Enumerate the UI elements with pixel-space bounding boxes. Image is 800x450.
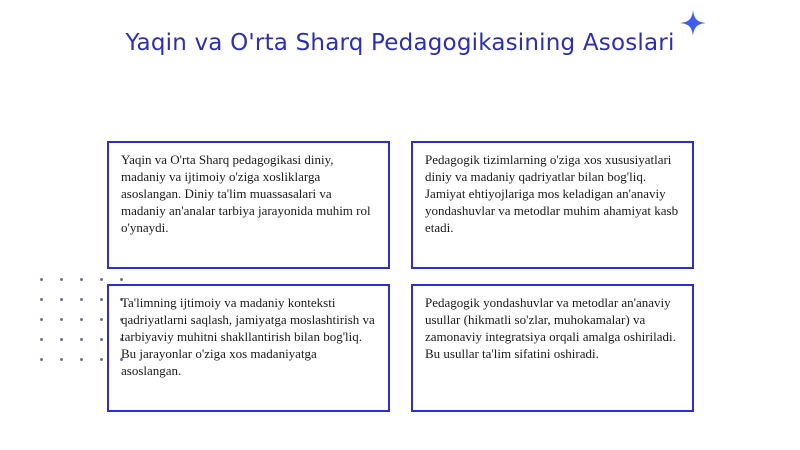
decorative-dot xyxy=(80,278,83,281)
decorative-dot xyxy=(60,358,63,361)
decorative-dot xyxy=(80,298,83,301)
info-card-text: Pedagogik yondashuvlar va metodlar an'anaviy usullar (hikmatli so'zlar, muhokamalar) va zamonaviy integratsiya orqali amalga oshiriladi. Bu usullar ta'lim sifatini oshiradi. xyxy=(425,295,676,361)
decorative-dot xyxy=(40,338,43,341)
decorative-dot xyxy=(40,278,43,281)
info-card-2 xyxy=(411,141,694,269)
decorative-dot xyxy=(60,338,63,341)
info-card-text: Yaqin va O'rta Sharq pedagogikasi diniy, madaniy va ijtimoiy o'ziga xosliklarga asoslangan. Diniy ta'lim muassasalari va madaniy an'analar tarbiya jarayonida muhim rol o'ynaydi. xyxy=(121,152,371,235)
decorative-dot xyxy=(120,278,123,281)
decorative-dot xyxy=(80,318,83,321)
decorative-dot xyxy=(80,358,83,361)
decorative-dot xyxy=(40,298,43,301)
decorative-dot xyxy=(100,278,103,281)
info-card-text: Ta'limning ijtimoiy va madaniy konteksti qadriyatlarni saqlash, jamiyatga moslashtirish va tarbiyaviy muhitni shakllantirish bilan bog'liq. Bu jarayonlar o'ziga xos madaniyatga asoslangan. xyxy=(121,295,375,378)
slide-title: Yaqin va O'rta Sharq Pedagogikasining Asoslari xyxy=(125,30,675,56)
decorative-dot xyxy=(40,318,43,321)
decorative-dot xyxy=(60,278,63,281)
info-card-text: Pedagogik tizimlarning o'ziga xos xususiyatlari diniy va madaniy qadriyatlar bilan bog'liq. Jamiyat ehtiyojlariga mos keladigan an'anaviy yondashuvlar va metodlar muhim ahamiyat kasb etadi. xyxy=(425,152,679,235)
decorative-dot xyxy=(40,358,43,361)
decorative-dot xyxy=(100,298,103,301)
info-card-1 xyxy=(107,141,390,269)
info-card-4 xyxy=(411,284,694,412)
decorative-dot xyxy=(100,318,103,321)
sparkle-icon xyxy=(680,10,706,36)
decorative-dot xyxy=(100,338,103,341)
decorative-dot xyxy=(100,358,103,361)
info-card-3 xyxy=(107,284,390,412)
decorative-dot xyxy=(80,338,83,341)
decorative-dot xyxy=(60,298,63,301)
decorative-dot xyxy=(60,318,63,321)
